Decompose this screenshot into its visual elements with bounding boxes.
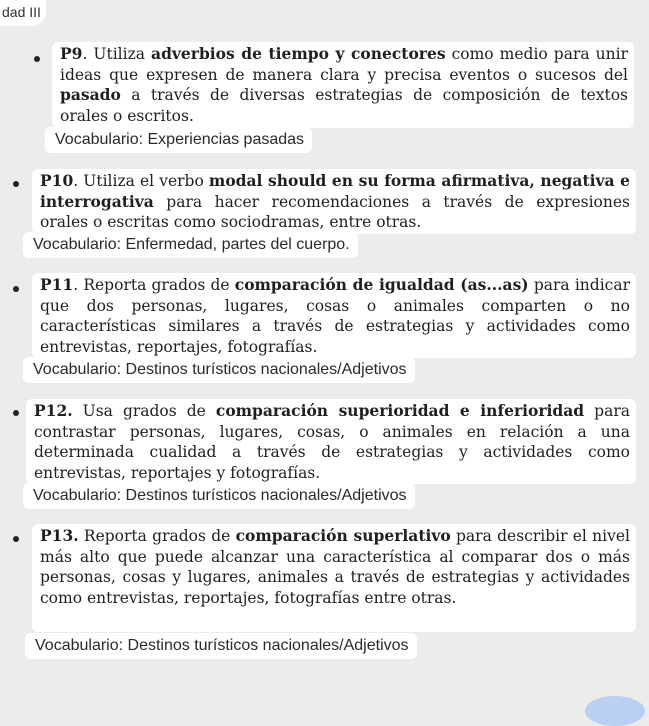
- vocab-p12: Vocabulario: Destinos turísticos nacionales/Adjetivos: [23, 483, 415, 509]
- vocab-p11: Vocabulario: Destinos turísticos nacionales/Adjetivos: [23, 357, 415, 383]
- objective-p12-text: [26, 399, 636, 484]
- text-segment: para indicar que dos personas, lugares, cosas o animales comparten o no características similares a través de estrategias y actividades como entrevistas, reportajes, fotografías.: [40, 276, 630, 356]
- bold-segment: pasado: [60, 85, 121, 104]
- bold-segment: comparación de igualdad (as...as): [234, 275, 529, 294]
- text-segment: . Utiliza: [82, 45, 152, 63]
- objective-p11-text: [32, 273, 636, 358]
- text-segment: Usa grados de: [72, 402, 216, 420]
- text-segment: para describir el nivel más alto que puede alcanzar una característica al comparar dos o más personas, cosas y lugares, animales a través de estrategias y actividades como entrevistas, reportajes, fotografías entre otras.: [40, 527, 630, 607]
- bold-segment: comparación superlativo: [235, 526, 451, 545]
- bullet-icon: [13, 286, 19, 292]
- text-segment: como medio para unir ideas que expresen de manera clara y precisa eventos o sucesos del: [60, 45, 628, 84]
- bold-segment: P12.: [34, 401, 73, 420]
- vocab-p10: Vocabulario: Enfermedad, partes del cuerpo.: [23, 232, 358, 258]
- objective-p10-text: [32, 169, 636, 234]
- floating-button-edge[interactable]: [585, 696, 645, 726]
- bullet-icon: [34, 56, 40, 62]
- objective-p13-text: [32, 524, 636, 632]
- objective-p9-text: [52, 42, 634, 128]
- vocab-p13: Vocabulario: Destinos turísticos nacionales/Adjetivos: [25, 633, 417, 659]
- bold-segment: P11: [40, 275, 74, 294]
- text-segment: . Utiliza el verbo: [73, 172, 209, 190]
- bold-segment: modal should en su forma afirmativa, negativa e interrogativa: [40, 171, 630, 211]
- bullet-icon: [13, 536, 19, 542]
- text-segment: para contrastar personas, lugares, cosas, o animales en relación a una determinada cualidad a través de estrategias y actividades como entrevistas, reportajes y fotografías.: [34, 402, 630, 482]
- bold-segment: P13.: [40, 526, 79, 545]
- bold-segment: comparación superioridad e inferioridad: [215, 401, 585, 420]
- bullet-icon: [13, 410, 19, 416]
- text-segment: . Reporta grados de: [73, 276, 235, 294]
- unit-label-chip: [0, 0, 46, 26]
- vocab-p9: Vocabulario: Experiencias pasadas: [45, 127, 312, 153]
- bold-segment: P9: [60, 44, 83, 63]
- unit-label: dad III: [2, 4, 41, 20]
- bold-segment: adverbios de tiempo y conectores: [151, 44, 446, 63]
- text-segment: Reporta grados de: [78, 527, 236, 545]
- text-segment: para hacer recomendaciones a través de expresiones orales o escritas como sociodramas, entre otras.: [40, 192, 630, 231]
- bullet-icon: [13, 181, 19, 187]
- text-segment: a través de diversas estrategias de composición de textos orales o escritos.: [60, 86, 628, 125]
- bold-segment: P10: [40, 171, 74, 190]
